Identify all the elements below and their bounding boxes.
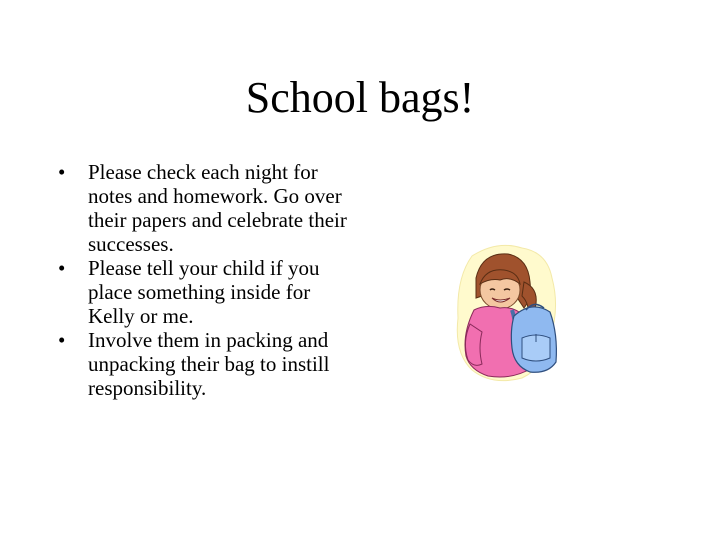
- girl-with-backpack-icon: [452, 238, 562, 388]
- bullet-text: Please tell your child if you place something inside for Kelly or me.: [88, 256, 320, 328]
- bullet-item: [58, 160, 358, 256]
- bullet-item: [58, 328, 358, 400]
- bullet-text: Involve them in packing and unpacking their bag to instill responsibility.: [88, 328, 330, 400]
- bullet-item: [58, 256, 358, 328]
- bullet-symbol: •: [58, 160, 66, 184]
- bullet-symbol: •: [58, 256, 66, 280]
- bullet-text: Please check each night for notes and homework. Go over their papers and celebrate their successes.: [88, 160, 347, 256]
- slide-title: School bags!: [245, 73, 475, 122]
- bullet-list: [58, 160, 358, 400]
- bullet-symbol: •: [58, 328, 66, 352]
